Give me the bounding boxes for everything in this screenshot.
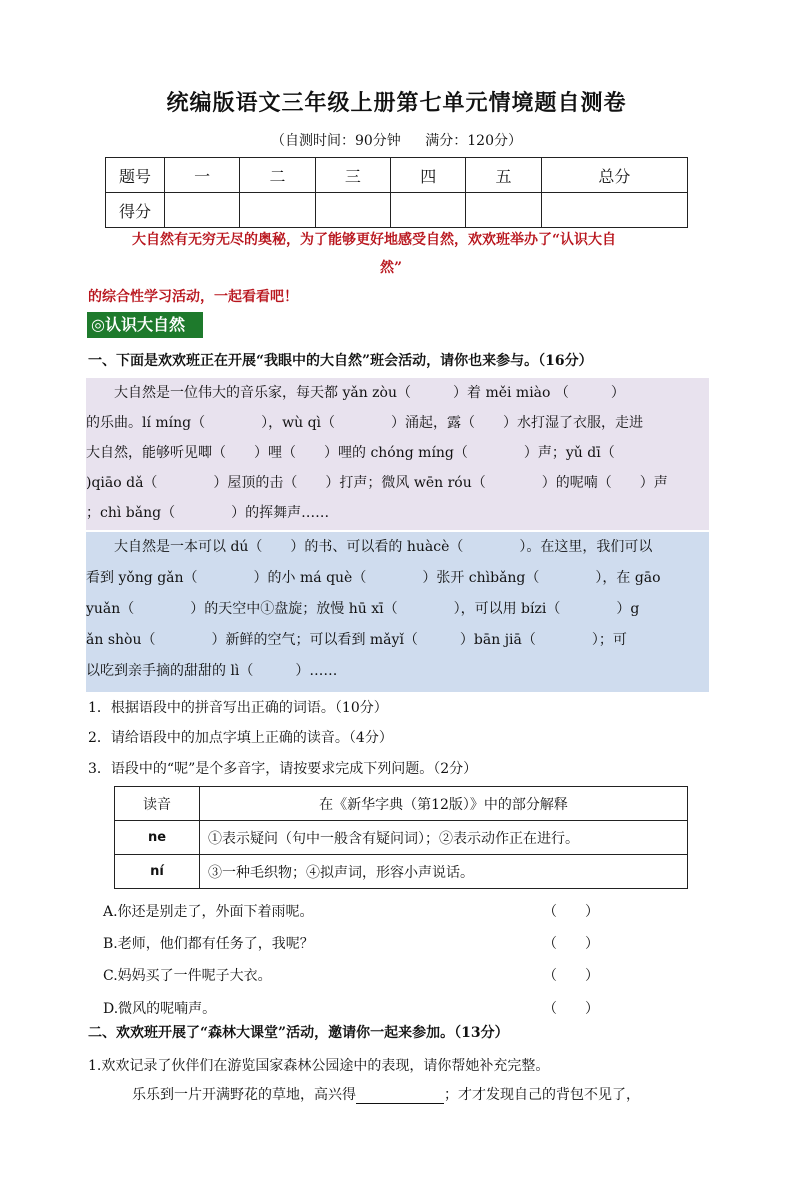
score-table-cell: 题号 xyxy=(106,158,165,193)
passage-line: 大自然是一位伟大的音乐家，每天都 yǎn zòu（ ）着 měi miào （ ） xyxy=(86,385,625,401)
score-table-cell: 总分 xyxy=(541,158,687,193)
score-table-cell: 一 xyxy=(165,158,240,193)
question-2-sub-1: 1.欢欢记录了伙伴们在游览国家森林公园途中的表现，请你帮她补充完整。 xyxy=(88,1058,550,1074)
dictionary-header-reading: 读音 xyxy=(115,787,200,821)
option-c: C.妈妈买了一件呢子大衣。 xyxy=(103,968,272,984)
fill-blank[interactable] xyxy=(356,1089,444,1104)
dictionary-header-meaning: 在《新华字典（第12版）》中的部分解释 xyxy=(200,787,688,821)
passage-line: 大自然，能够听见唧（ ）哩（ ）哩的 chóng míng（ ）声；yǔ dī（ xyxy=(86,445,615,461)
passage-2 xyxy=(86,532,709,692)
dictionary-reading: ne xyxy=(115,821,200,855)
score-table-cell: 四 xyxy=(391,158,466,193)
page-title: 统编版语文三年级上册第七单元情境题自测卷 xyxy=(166,91,627,116)
passage-line: 的乐曲。lí míng（ ），wù qì（ ）涌起，露（ ）水打湿了衣服，走进 xyxy=(86,415,644,431)
score-table-cell: 二 xyxy=(240,158,315,193)
score-input-cell[interactable] xyxy=(240,193,315,228)
option-a: A.你还是别走了，外面下着雨呢。 xyxy=(103,904,314,920)
fill-line-text: ；才才发现自己的背包不见了， xyxy=(444,1087,640,1103)
question-2-heading: 二、欢欢班开展了“森林大课堂”活动，邀请你一起来参加。（13分） xyxy=(88,1025,509,1041)
fill-line-text: 乐乐到一片开满野花的草地，高兴得 xyxy=(132,1087,356,1103)
dictionary-header-row xyxy=(115,787,688,821)
score-table xyxy=(105,157,688,228)
score-input-cell[interactable] xyxy=(165,193,240,228)
option-d: D.微风的呢喃声。 xyxy=(103,1001,217,1017)
score-input-cell[interactable] xyxy=(466,193,541,228)
score-table-cell: 三 xyxy=(315,158,390,193)
answer-blank[interactable]: （ ） xyxy=(543,904,599,920)
score-table-cell: 得分 xyxy=(106,193,165,228)
score-input-cell[interactable] xyxy=(315,193,390,228)
dictionary-meaning: ①表示疑问（句中一般含有疑问词）；②表示动作正在进行。 xyxy=(200,821,688,855)
time-info: （自测时间：90分钟 xyxy=(270,133,401,149)
passage-1 xyxy=(86,378,709,530)
score-input-cell[interactable] xyxy=(391,193,466,228)
passage-line: yuǎn（ ）的天空中①盘旋；放慢 hū xī（ ），可以用 bízi（ ）g xyxy=(86,601,640,617)
dictionary-table xyxy=(114,786,688,889)
dictionary-row xyxy=(115,821,688,855)
option-b: B.老师，他们都有任务了，我呢？ xyxy=(103,936,314,952)
passage-line: ；chì bǎng（ ）的挥舞声…… xyxy=(86,505,330,521)
question-2-fill-line xyxy=(132,1084,640,1104)
question-1-heading: 一、下面是欢欢班正在开展“我眼中的大自然”班会活动，请你也来参与。（16分） xyxy=(88,353,593,369)
sub-question-3: 3．语段中的“呢”是个多音字，请按要求完成下列问题。（2分） xyxy=(88,761,478,777)
answer-blank[interactable]: （ ） xyxy=(543,936,599,952)
score-info: 满分：120分） xyxy=(425,133,522,149)
passage-line: )qiāo dǎ（ ）屋顶的击（ ）打声；微风 wēn róu（ ）的呢喃（ ）声 xyxy=(86,475,668,491)
intro-text-line: 然” xyxy=(380,260,403,276)
intro-text-line: 的综合性学习活动，一起看看吧！ xyxy=(88,289,298,305)
score-table-header-row xyxy=(106,158,688,193)
dictionary-reading: ní xyxy=(115,855,200,889)
passage-line: 大自然是一本可以 dú（ ）的书、可以看的 huàcè（ ）。在这里，我们可以 xyxy=(86,539,653,555)
passage-line: 以吃到亲手摘的甜甜的 lì（ ）…… xyxy=(86,663,338,679)
sub-question-1: 1．根据语段中的拼音写出正确的词语。（10分） xyxy=(88,700,388,716)
answer-blank[interactable]: （ ） xyxy=(543,968,599,984)
intro-text-line: 大自然有无穷无尽的奥秘，为了能够更好地感受自然，欢欢班举办了“认识大自 xyxy=(132,232,617,248)
dictionary-row xyxy=(115,855,688,889)
score-table-score-row xyxy=(106,193,688,228)
answer-blank[interactable]: （ ） xyxy=(543,1001,599,1017)
exam-info xyxy=(0,130,793,150)
section-tag: ◎认识大自然 xyxy=(87,312,203,338)
score-input-cell[interactable] xyxy=(541,193,687,228)
passage-line: 看到 yǒng gǎn（ ）的小 má què（ ）张开 chìbǎng（ ），在 gāo xyxy=(86,570,661,586)
sub-question-2: 2．请给语段中的加点字填上正确的读音。（4分） xyxy=(88,730,393,746)
score-table-cell: 五 xyxy=(466,158,541,193)
dictionary-meaning: ③一种毛织物；④拟声词，形容小声说话。 xyxy=(200,855,688,889)
passage-line: ǎn shòu（ ）新鲜的空气；可以看到 mǎyǐ（ ）bān jiā（ ）；可 xyxy=(86,632,627,648)
